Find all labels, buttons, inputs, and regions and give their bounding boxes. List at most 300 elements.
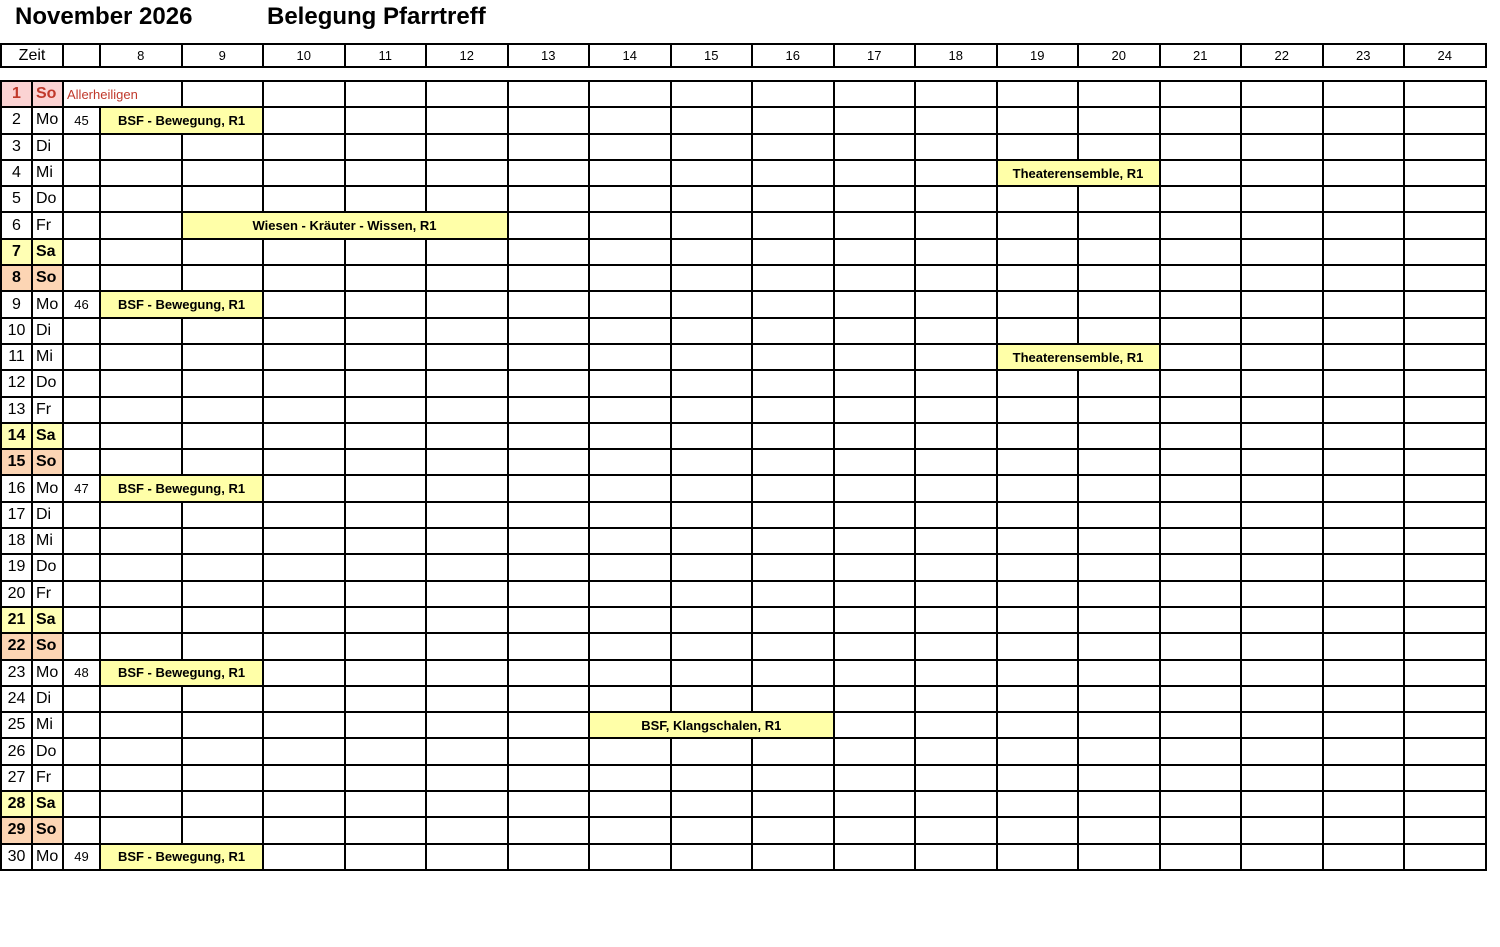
hour-cell[interactable] bbox=[1323, 265, 1405, 291]
hour-cell[interactable] bbox=[1323, 160, 1405, 186]
hour-cell[interactable] bbox=[1160, 265, 1242, 291]
hour-cell[interactable] bbox=[1078, 554, 1160, 580]
hour-cell[interactable] bbox=[752, 107, 834, 133]
hour-cell[interactable] bbox=[263, 738, 345, 764]
hour-cell[interactable] bbox=[426, 449, 508, 475]
hour-cell[interactable] bbox=[100, 344, 182, 370]
hour-cell[interactable] bbox=[915, 844, 997, 870]
hour-cell[interactable] bbox=[589, 344, 671, 370]
hour-cell[interactable] bbox=[997, 528, 1079, 554]
hour-cell[interactable] bbox=[1078, 817, 1160, 843]
hour-cell[interactable] bbox=[1323, 791, 1405, 817]
hour-cell[interactable] bbox=[671, 502, 753, 528]
hour-cell[interactable] bbox=[263, 660, 345, 686]
hour-cell[interactable] bbox=[915, 397, 997, 423]
hour-cell[interactable] bbox=[1078, 475, 1160, 501]
hour-cell[interactable] bbox=[100, 686, 182, 712]
hour-cell[interactable] bbox=[100, 528, 182, 554]
hour-cell[interactable] bbox=[752, 554, 834, 580]
hour-cell[interactable] bbox=[100, 738, 182, 764]
hour-cell[interactable] bbox=[426, 265, 508, 291]
hour-cell[interactable] bbox=[915, 239, 997, 265]
hour-cell[interactable] bbox=[997, 475, 1079, 501]
hour-cell[interactable] bbox=[1404, 633, 1486, 659]
booking-event[interactable]: Theaterensemble, R1 bbox=[997, 344, 1160, 370]
hour-cell[interactable] bbox=[915, 160, 997, 186]
hour-cell[interactable] bbox=[997, 265, 1079, 291]
hour-cell[interactable] bbox=[1078, 791, 1160, 817]
hour-cell[interactable] bbox=[589, 186, 671, 212]
hour-cell[interactable] bbox=[1404, 686, 1486, 712]
hour-cell[interactable] bbox=[508, 239, 590, 265]
hour-cell[interactable] bbox=[834, 712, 916, 738]
hour-cell[interactable] bbox=[426, 633, 508, 659]
hour-cell[interactable] bbox=[1160, 107, 1242, 133]
hour-cell[interactable] bbox=[1078, 291, 1160, 317]
hour-cell[interactable] bbox=[671, 81, 753, 107]
hour-cell[interactable] bbox=[1078, 265, 1160, 291]
booking-event[interactable]: BSF, Klangschalen, R1 bbox=[589, 712, 834, 738]
hour-cell[interactable] bbox=[915, 134, 997, 160]
hour-cell[interactable] bbox=[834, 738, 916, 764]
hour-cell[interactable] bbox=[1241, 423, 1323, 449]
hour-cell[interactable] bbox=[1160, 791, 1242, 817]
hour-cell[interactable] bbox=[834, 633, 916, 659]
hour-cell[interactable] bbox=[263, 607, 345, 633]
hour-cell[interactable] bbox=[997, 791, 1079, 817]
hour-cell[interactable] bbox=[589, 502, 671, 528]
hour-cell[interactable] bbox=[345, 397, 427, 423]
hour-cell[interactable] bbox=[1160, 712, 1242, 738]
hour-cell[interactable] bbox=[997, 449, 1079, 475]
hour-cell[interactable] bbox=[1160, 528, 1242, 554]
hour-cell[interactable] bbox=[263, 239, 345, 265]
hour-cell[interactable] bbox=[915, 318, 997, 344]
hour-cell[interactable] bbox=[752, 318, 834, 344]
hour-cell[interactable] bbox=[1078, 423, 1160, 449]
hour-cell[interactable] bbox=[1160, 134, 1242, 160]
hour-cell[interactable] bbox=[589, 291, 671, 317]
hour-cell[interactable] bbox=[1404, 318, 1486, 344]
hour-cell[interactable] bbox=[915, 81, 997, 107]
hour-cell[interactable] bbox=[1241, 397, 1323, 423]
hour-cell[interactable] bbox=[345, 712, 427, 738]
hour-cell[interactable] bbox=[508, 686, 590, 712]
hour-cell[interactable] bbox=[100, 160, 182, 186]
hour-cell[interactable] bbox=[915, 554, 997, 580]
hour-cell[interactable] bbox=[1160, 607, 1242, 633]
hour-cell[interactable] bbox=[182, 607, 264, 633]
booking-event[interactable]: BSF - Bewegung, R1 bbox=[100, 107, 263, 133]
hour-cell[interactable] bbox=[589, 212, 671, 238]
hour-cell[interactable] bbox=[1404, 160, 1486, 186]
hour-cell[interactable] bbox=[508, 344, 590, 370]
hour-cell[interactable] bbox=[263, 712, 345, 738]
hour-cell[interactable] bbox=[915, 607, 997, 633]
hour-cell[interactable] bbox=[997, 554, 1079, 580]
hour-cell[interactable] bbox=[508, 107, 590, 133]
hour-cell[interactable] bbox=[1160, 502, 1242, 528]
hour-cell[interactable] bbox=[671, 844, 753, 870]
hour-cell[interactable] bbox=[834, 607, 916, 633]
hour-cell[interactable] bbox=[589, 791, 671, 817]
hour-cell[interactable] bbox=[508, 581, 590, 607]
hour-cell[interactable] bbox=[915, 344, 997, 370]
booking-event[interactable]: BSF - Bewegung, R1 bbox=[100, 844, 263, 870]
hour-cell[interactable] bbox=[752, 81, 834, 107]
hour-cell[interactable] bbox=[671, 212, 753, 238]
hour-cell[interactable] bbox=[589, 686, 671, 712]
hour-cell[interactable] bbox=[1078, 712, 1160, 738]
hour-cell[interactable] bbox=[508, 397, 590, 423]
booking-event[interactable]: BSF - Bewegung, R1 bbox=[100, 291, 263, 317]
hour-cell[interactable] bbox=[997, 239, 1079, 265]
hour-cell[interactable] bbox=[915, 633, 997, 659]
hour-cell[interactable] bbox=[1078, 370, 1160, 396]
hour-cell[interactable] bbox=[100, 212, 182, 238]
hour-cell[interactable] bbox=[263, 633, 345, 659]
hour-cell[interactable] bbox=[263, 160, 345, 186]
hour-cell[interactable] bbox=[589, 607, 671, 633]
hour-cell[interactable] bbox=[100, 370, 182, 396]
hour-cell[interactable] bbox=[508, 475, 590, 501]
hour-cell[interactable] bbox=[426, 239, 508, 265]
hour-cell[interactable] bbox=[997, 660, 1079, 686]
hour-cell[interactable] bbox=[834, 554, 916, 580]
hour-cell[interactable] bbox=[834, 844, 916, 870]
hour-cell[interactable] bbox=[915, 660, 997, 686]
hour-cell[interactable] bbox=[345, 554, 427, 580]
hour-cell[interactable] bbox=[997, 212, 1079, 238]
hour-cell[interactable] bbox=[426, 712, 508, 738]
hour-cell[interactable] bbox=[263, 397, 345, 423]
hour-cell[interactable] bbox=[1078, 738, 1160, 764]
hour-cell[interactable] bbox=[834, 239, 916, 265]
hour-cell[interactable] bbox=[182, 528, 264, 554]
hour-cell[interactable] bbox=[1404, 712, 1486, 738]
hour-cell[interactable] bbox=[1404, 107, 1486, 133]
hour-cell[interactable] bbox=[100, 239, 182, 265]
hour-cell[interactable] bbox=[752, 344, 834, 370]
hour-cell[interactable] bbox=[1241, 554, 1323, 580]
hour-cell[interactable] bbox=[752, 475, 834, 501]
hour-cell[interactable] bbox=[426, 318, 508, 344]
hour-cell[interactable] bbox=[997, 686, 1079, 712]
hour-cell[interactable] bbox=[1404, 212, 1486, 238]
hour-cell[interactable] bbox=[1078, 633, 1160, 659]
hour-cell[interactable] bbox=[1323, 475, 1405, 501]
hour-cell[interactable] bbox=[589, 160, 671, 186]
hour-cell[interactable] bbox=[1241, 475, 1323, 501]
hour-cell[interactable] bbox=[671, 344, 753, 370]
hour-cell[interactable] bbox=[1323, 765, 1405, 791]
hour-cell[interactable] bbox=[589, 423, 671, 449]
hour-cell[interactable] bbox=[834, 291, 916, 317]
hour-cell[interactable] bbox=[1160, 370, 1242, 396]
hour-cell[interactable] bbox=[671, 423, 753, 449]
hour-cell[interactable] bbox=[263, 423, 345, 449]
hour-cell[interactable] bbox=[182, 239, 264, 265]
hour-cell[interactable] bbox=[671, 370, 753, 396]
hour-cell[interactable] bbox=[915, 765, 997, 791]
hour-cell[interactable] bbox=[508, 265, 590, 291]
hour-cell[interactable] bbox=[1404, 370, 1486, 396]
hour-cell[interactable] bbox=[915, 581, 997, 607]
hour-cell[interactable] bbox=[426, 844, 508, 870]
hour-cell[interactable] bbox=[345, 81, 427, 107]
hour-cell[interactable] bbox=[1323, 186, 1405, 212]
hour-cell[interactable] bbox=[1323, 318, 1405, 344]
hour-cell[interactable] bbox=[1078, 660, 1160, 686]
hour-cell[interactable] bbox=[752, 791, 834, 817]
hour-cell[interactable] bbox=[182, 817, 264, 843]
hour-cell[interactable] bbox=[263, 581, 345, 607]
hour-cell[interactable] bbox=[1078, 502, 1160, 528]
hour-cell[interactable] bbox=[1404, 528, 1486, 554]
hour-cell[interactable] bbox=[345, 817, 427, 843]
hour-cell[interactable] bbox=[426, 423, 508, 449]
hour-cell[interactable] bbox=[345, 134, 427, 160]
hour-cell[interactable] bbox=[752, 765, 834, 791]
hour-cell[interactable] bbox=[345, 186, 427, 212]
hour-cell[interactable] bbox=[1078, 449, 1160, 475]
hour-cell[interactable] bbox=[915, 791, 997, 817]
hour-cell[interactable] bbox=[1078, 134, 1160, 160]
hour-cell[interactable] bbox=[345, 449, 427, 475]
hour-cell[interactable] bbox=[345, 528, 427, 554]
hour-cell[interactable] bbox=[426, 791, 508, 817]
hour-cell[interactable] bbox=[915, 423, 997, 449]
hour-cell[interactable] bbox=[182, 502, 264, 528]
hour-cell[interactable] bbox=[1241, 712, 1323, 738]
hour-cell[interactable] bbox=[1241, 370, 1323, 396]
hour-cell[interactable] bbox=[1160, 844, 1242, 870]
hour-cell[interactable] bbox=[997, 581, 1079, 607]
hour-cell[interactable] bbox=[752, 397, 834, 423]
hour-cell[interactable] bbox=[589, 134, 671, 160]
hour-cell[interactable] bbox=[508, 844, 590, 870]
hour-cell[interactable] bbox=[589, 370, 671, 396]
hour-cell[interactable] bbox=[671, 186, 753, 212]
hour-cell[interactable] bbox=[1241, 134, 1323, 160]
hour-cell[interactable] bbox=[1160, 738, 1242, 764]
hour-cell[interactable] bbox=[100, 581, 182, 607]
hour-cell[interactable] bbox=[1160, 397, 1242, 423]
hour-cell[interactable] bbox=[263, 502, 345, 528]
hour-cell[interactable] bbox=[671, 134, 753, 160]
hour-cell[interactable] bbox=[426, 554, 508, 580]
hour-cell[interactable] bbox=[671, 738, 753, 764]
hour-cell[interactable] bbox=[589, 528, 671, 554]
hour-cell[interactable] bbox=[1404, 554, 1486, 580]
hour-cell[interactable] bbox=[752, 370, 834, 396]
hour-cell[interactable] bbox=[1241, 660, 1323, 686]
hour-cell[interactable] bbox=[182, 160, 264, 186]
hour-cell[interactable] bbox=[100, 607, 182, 633]
hour-cell[interactable] bbox=[1241, 344, 1323, 370]
hour-cell[interactable] bbox=[1160, 291, 1242, 317]
hour-cell[interactable] bbox=[263, 791, 345, 817]
hour-cell[interactable] bbox=[834, 212, 916, 238]
hour-cell[interactable] bbox=[345, 765, 427, 791]
hour-cell[interactable] bbox=[345, 686, 427, 712]
hour-cell[interactable] bbox=[508, 449, 590, 475]
hour-cell[interactable] bbox=[263, 370, 345, 396]
hour-cell[interactable] bbox=[834, 186, 916, 212]
hour-cell[interactable] bbox=[1078, 528, 1160, 554]
hour-cell[interactable] bbox=[1241, 633, 1323, 659]
hour-cell[interactable] bbox=[182, 554, 264, 580]
hour-cell[interactable] bbox=[100, 449, 182, 475]
hour-cell[interactable] bbox=[100, 791, 182, 817]
hour-cell[interactable] bbox=[1160, 633, 1242, 659]
hour-cell[interactable] bbox=[589, 449, 671, 475]
hour-cell[interactable] bbox=[508, 423, 590, 449]
hour-cell[interactable] bbox=[589, 318, 671, 344]
hour-cell[interactable] bbox=[1323, 554, 1405, 580]
hour-cell[interactable] bbox=[1241, 212, 1323, 238]
hour-cell[interactable] bbox=[589, 397, 671, 423]
hour-cell[interactable] bbox=[345, 475, 427, 501]
hour-cell[interactable] bbox=[752, 633, 834, 659]
hour-cell[interactable] bbox=[182, 370, 264, 396]
hour-cell[interactable] bbox=[182, 765, 264, 791]
hour-cell[interactable] bbox=[426, 475, 508, 501]
hour-cell[interactable] bbox=[1404, 607, 1486, 633]
hour-cell[interactable] bbox=[100, 134, 182, 160]
hour-cell[interactable] bbox=[1323, 134, 1405, 160]
hour-cell[interactable] bbox=[671, 660, 753, 686]
hour-cell[interactable] bbox=[100, 318, 182, 344]
hour-cell[interactable] bbox=[834, 344, 916, 370]
hour-cell[interactable] bbox=[345, 107, 427, 133]
hour-cell[interactable] bbox=[1160, 765, 1242, 791]
hour-cell[interactable] bbox=[1323, 397, 1405, 423]
hour-cell[interactable] bbox=[589, 554, 671, 580]
hour-cell[interactable] bbox=[915, 291, 997, 317]
hour-cell[interactable] bbox=[1404, 449, 1486, 475]
hour-cell[interactable] bbox=[1241, 528, 1323, 554]
hour-cell[interactable] bbox=[834, 81, 916, 107]
hour-cell[interactable] bbox=[915, 186, 997, 212]
hour-cell[interactable] bbox=[915, 449, 997, 475]
hour-cell[interactable] bbox=[345, 660, 427, 686]
hour-cell[interactable] bbox=[1404, 397, 1486, 423]
hour-cell[interactable] bbox=[997, 502, 1079, 528]
hour-cell[interactable] bbox=[1160, 344, 1242, 370]
hour-cell[interactable] bbox=[508, 738, 590, 764]
hour-cell[interactable] bbox=[1241, 107, 1323, 133]
hour-cell[interactable] bbox=[426, 291, 508, 317]
hour-cell[interactable] bbox=[997, 318, 1079, 344]
hour-cell[interactable] bbox=[1160, 686, 1242, 712]
hour-cell[interactable] bbox=[100, 265, 182, 291]
hour-cell[interactable] bbox=[752, 291, 834, 317]
hour-cell[interactable] bbox=[508, 186, 590, 212]
hour-cell[interactable] bbox=[1241, 81, 1323, 107]
hour-cell[interactable] bbox=[1160, 212, 1242, 238]
hour-cell[interactable] bbox=[182, 686, 264, 712]
hour-cell[interactable] bbox=[915, 475, 997, 501]
hour-cell[interactable] bbox=[508, 370, 590, 396]
hour-cell[interactable] bbox=[997, 81, 1079, 107]
hour-cell[interactable] bbox=[1404, 581, 1486, 607]
hour-cell[interactable] bbox=[1241, 607, 1323, 633]
hour-cell[interactable] bbox=[915, 686, 997, 712]
hour-cell[interactable] bbox=[1078, 765, 1160, 791]
hour-cell[interactable] bbox=[1160, 186, 1242, 212]
hour-cell[interactable] bbox=[263, 817, 345, 843]
hour-cell[interactable] bbox=[589, 581, 671, 607]
hour-cell[interactable] bbox=[345, 844, 427, 870]
hour-cell[interactable] bbox=[1404, 81, 1486, 107]
hour-cell[interactable] bbox=[508, 212, 590, 238]
hour-cell[interactable] bbox=[426, 502, 508, 528]
hour-cell[interactable] bbox=[1241, 581, 1323, 607]
hour-cell[interactable] bbox=[345, 318, 427, 344]
hour-cell[interactable] bbox=[834, 581, 916, 607]
hour-cell[interactable] bbox=[426, 370, 508, 396]
hour-cell[interactable] bbox=[1404, 344, 1486, 370]
hour-cell[interactable] bbox=[1323, 239, 1405, 265]
hour-cell[interactable] bbox=[834, 265, 916, 291]
hour-cell[interactable] bbox=[1404, 791, 1486, 817]
hour-cell[interactable] bbox=[997, 844, 1079, 870]
hour-cell[interactable] bbox=[671, 475, 753, 501]
hour-cell[interactable] bbox=[508, 134, 590, 160]
hour-cell[interactable] bbox=[1241, 239, 1323, 265]
hour-cell[interactable] bbox=[834, 502, 916, 528]
hour-cell[interactable] bbox=[345, 581, 427, 607]
hour-cell[interactable] bbox=[426, 765, 508, 791]
hour-cell[interactable] bbox=[997, 186, 1079, 212]
hour-cell[interactable] bbox=[1404, 423, 1486, 449]
hour-cell[interactable] bbox=[1241, 291, 1323, 317]
hour-cell[interactable] bbox=[752, 502, 834, 528]
hour-cell[interactable] bbox=[508, 554, 590, 580]
hour-cell[interactable] bbox=[671, 686, 753, 712]
hour-cell[interactable] bbox=[182, 186, 264, 212]
hour-cell[interactable] bbox=[1241, 738, 1323, 764]
hour-cell[interactable] bbox=[182, 449, 264, 475]
hour-cell[interactable] bbox=[1160, 475, 1242, 501]
hour-cell[interactable] bbox=[752, 423, 834, 449]
hour-cell[interactable] bbox=[1404, 265, 1486, 291]
hour-cell[interactable] bbox=[1160, 554, 1242, 580]
hour-cell[interactable] bbox=[508, 660, 590, 686]
hour-cell[interactable] bbox=[1323, 738, 1405, 764]
hour-cell[interactable] bbox=[345, 738, 427, 764]
hour-cell[interactable] bbox=[1404, 186, 1486, 212]
hour-cell[interactable] bbox=[1323, 344, 1405, 370]
hour-cell[interactable] bbox=[1241, 765, 1323, 791]
hour-cell[interactable] bbox=[752, 239, 834, 265]
hour-cell[interactable] bbox=[834, 423, 916, 449]
hour-cell[interactable] bbox=[100, 397, 182, 423]
hour-cell[interactable] bbox=[1323, 844, 1405, 870]
hour-cell[interactable] bbox=[100, 502, 182, 528]
hour-cell[interactable] bbox=[263, 186, 345, 212]
hour-cell[interactable] bbox=[1323, 107, 1405, 133]
hour-cell[interactable] bbox=[915, 212, 997, 238]
hour-cell[interactable] bbox=[426, 344, 508, 370]
hour-cell[interactable] bbox=[1323, 686, 1405, 712]
hour-cell[interactable] bbox=[997, 712, 1079, 738]
hour-cell[interactable] bbox=[834, 817, 916, 843]
hour-cell[interactable] bbox=[1323, 528, 1405, 554]
booking-event[interactable]: Wiesen - Kräuter - Wissen, R1 bbox=[182, 212, 508, 238]
hour-cell[interactable] bbox=[1160, 239, 1242, 265]
